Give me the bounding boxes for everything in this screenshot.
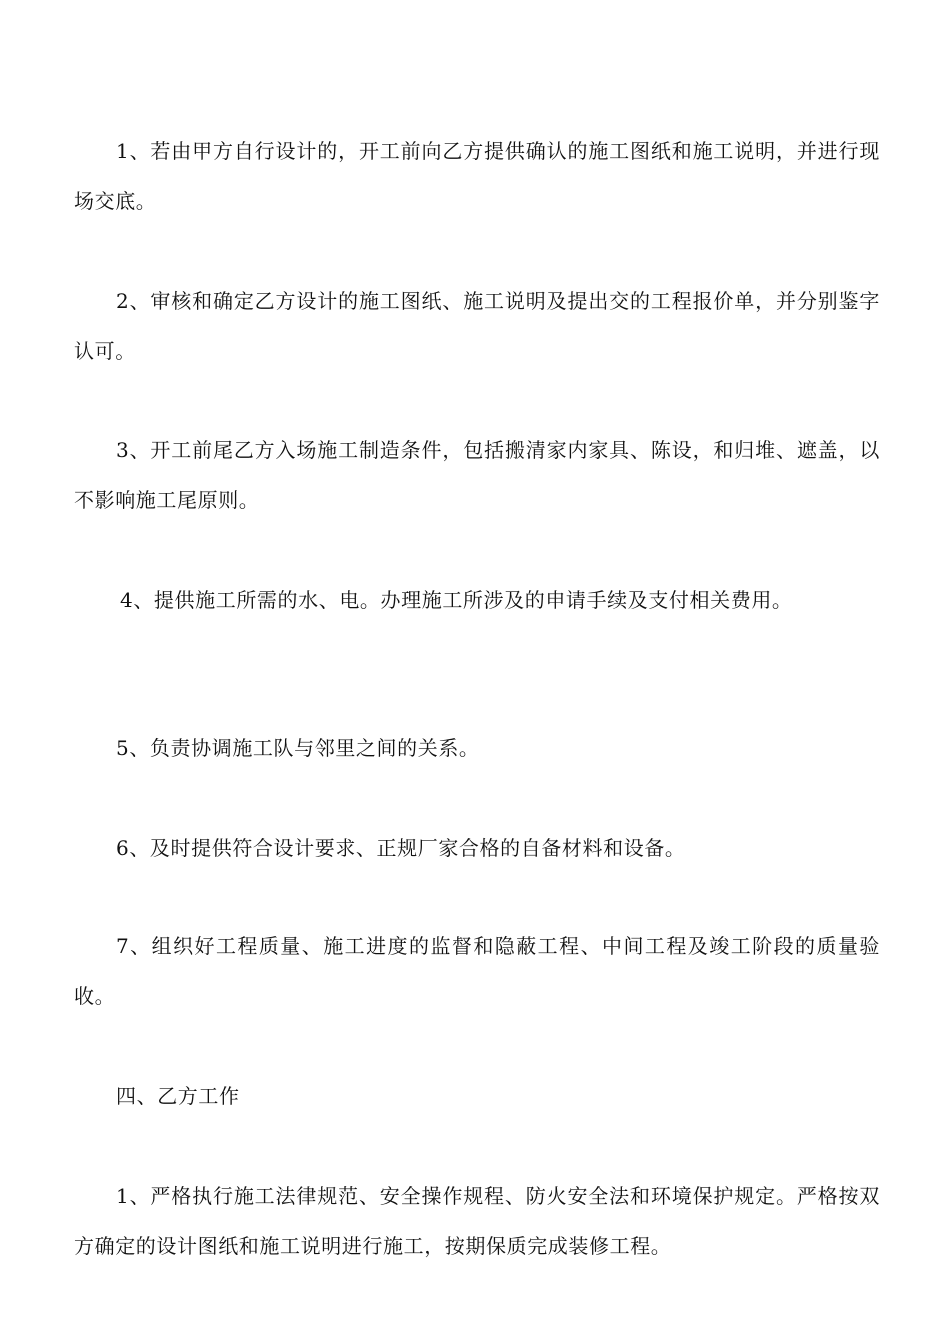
paragraph-item-6: 6、及时提供符合设计要求、正规厂家合格的自备材料和设备。	[116, 836, 686, 860]
section-heading-party-b-work: 四、乙方工作	[116, 1084, 240, 1108]
paragraph-item-5: 5、负责协调施工队与邻里之间的关系。	[116, 736, 480, 760]
paragraph-party-b-item-1: 1、严格执行施工法律规范、安全操作规程、防火安全法和环境保护规定。严格按双方确定的设计图纸和施工说明进行施工，按期保质完成装修工程。	[74, 1184, 880, 1258]
paragraph-item-3: 3、开工前尾乙方入场施工制造条件，包括搬清家内家具、陈设，和归堆、遮盖，以不影响施工尾原则。	[74, 438, 880, 512]
paragraph-item-4: 4、提供施工所需的水、电。办理施工所涉及的申请手续及支付相关费用。	[120, 588, 793, 612]
paragraph-item-2: 2、审核和确定乙方设计的施工图纸、施工说明及提出交的工程报价单，并分别鉴字认可。	[74, 289, 880, 363]
paragraph-item-7: 7、组织好工程质量、施工进度的监督和隐蔽工程、中间工程及竣工阶段的质量验收。	[74, 934, 880, 1008]
paragraph-item-1: 1、若由甲方自行设计的，开工前向乙方提供确认的施工图纸和施工说明，并进行现场交底。	[74, 139, 880, 213]
